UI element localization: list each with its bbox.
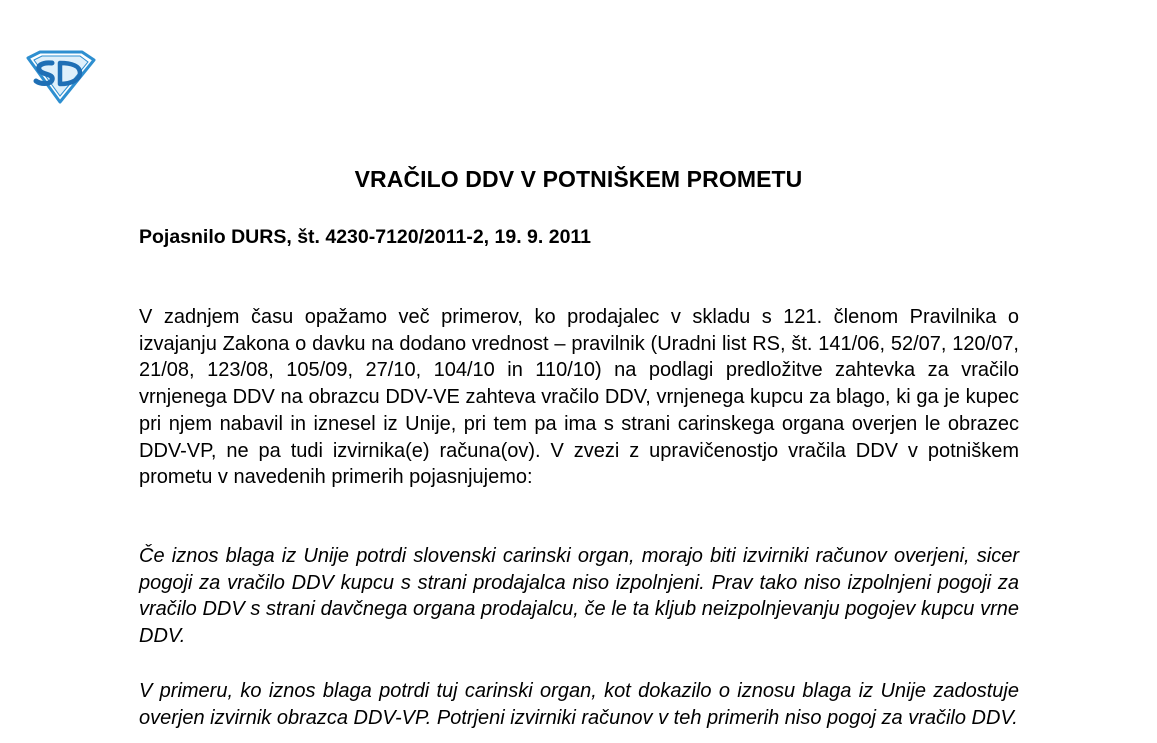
company-logo-icon: [22, 50, 96, 104]
document-subtitle: Pojasnilo DURS, št. 4230-7120/2011-2, 19. 9. 2011: [139, 226, 592, 248]
paragraph-slovenian-customs: Če iznos blaga iz Unije potrdi slovenski carinski organ, morajo biti izvirniki računov overjeni, sicer pogoji za vračilo DDV kupcu s strani prodajalca niso izpolnjeni. Prav tako niso izpolnjeni pogoji za vračilo DDV s strani davčnega organa prodajalcu, če le ta kljub neizpolnjevanju pogojev kupcu vrne DDV.: [139, 545, 1019, 648]
document-title: VRAČILO DDV V POTNIŠKEM PROMETU: [354, 166, 803, 192]
paragraph-intro: V zadnjem času opažamo več primerov, ko prodajalec v skladu s 121. členom Pravilnika o izvajanju Zakona o davku na dodano vrednost – pravilnik (Uradni list RS, št. 141/06, 52/07, 120/07, 21/08, 123/08, 105/09, 27/10, 104/10 in 110/10) na podlagi predložitve zahtevka za vračilo vrnjenega DDV na obrazcu DDV-VE zahteva vračilo DDV, vrnjenega kupcu za blago, ki ga je kupec pri njem nabavil in iznesel iz Unije, pri tem pa ima s strani carinskega organa overjen le obrazec DDV-VP, ne pa tudi izvirnika(e) računa(ov). V zvezi z upravičenostjo vračila DDV v potniškem prometu v navedenih primerih pojasnjujemo:: [139, 306, 1019, 489]
paragraph-foreign-customs: V primeru, ko iznos blaga potrdi tuj carinski organ, kot dokazilo o iznosu blaga iz Unije zadostuje overjen izvirnik obrazca DDV-VP. Potrjeni izvirniki računov v teh primerih niso pogoj za vračilo DDV.: [139, 680, 1019, 729]
